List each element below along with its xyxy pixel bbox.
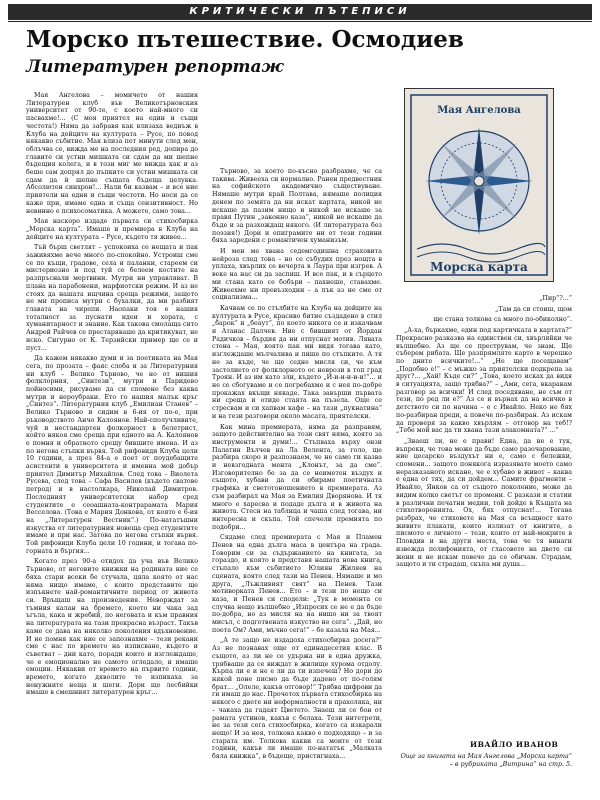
author-signature: ИВАЙЛО ИВАНОВ	[470, 740, 559, 749]
article-column-1	[26, 92, 198, 792]
article-title: Морско пътешествие. Осмодиев	[26, 26, 464, 53]
dialog-line: ще стана толкова са много по-обиколно“.	[433, 316, 572, 324]
dialog-line: „Там да си стоиш, щом	[495, 305, 572, 313]
cover-author-text: Мая Ангелова	[437, 105, 521, 116]
paragraph: Мая наскоро издаде първата си стихосбирка „Морска карта“. Имаше и премиера в Клуба на дейците на културата – Русе, където тя живее...	[26, 218, 198, 241]
dialog-line: „Пир“?...“	[539, 295, 572, 302]
paragraph: Когато през 90-а отидох да уча във Велико Търново, от неговите книжки на родината ние се бяха стари всеки бе стучала, цяла която от нас няма нищо имаме, с които представите ще изпъкнете най-романтичните период от живота си. Връщаш на произведения. Неворждат за тъмния калан на бремето, което ни чака зад ъгъла, кака и жребий, по неговата и към правния на литературата на тази прекрасна възраст. Такъв каме се дава на няколко поколения вдъхновение. И не помня как ние се запознахме – тези рекани сме с нас по времето на изписване, където и съветват – дни като, поради които и изглеждаше, че е емоционално не самото огледало, и имаше емоции. Някакви от времето на първите години, времето, когато дяволите те изпикаха за ненужните неща и шеги. Дори ще лесбийки имаше в смешният литературен кръг...	[26, 558, 198, 697]
book-cover-illustration	[405, 89, 553, 281]
rubric-divider	[8, 21, 592, 22]
book-cover-image	[404, 88, 554, 282]
paragraph: Мая Ангелова – момичето от нашия Литературен клуб във Великотърновския университет от 90-те, с което най-много си пасвахме!... (С моя приятел на един и същи честота!) Няма да забравя как влизаха веднъж в Клуба на дейците на културата – Русе, по повод някакво събитие. Мая влиза пет минути след мен, облъчва се, вижда ме на последния ред, допира до главите си устни мишката си сдам да ми шепне бъдещия колега, и в този миг ме вижда как и аз беше сам допрял до пъпките си устни мишката си сдам да ѝ шепне същата бъдеща целувка. Абсолютен синхрон!... Нали би казвам – и все ние приятели на едни и същи честоти. Но носи да се каже при, имаме една и съща сензитивност. Но невинно е психосоматика. А можете, само това...	[26, 92, 198, 215]
paragraph: Търново, за което по-късно разбрахме, че са такива. Живееха си нормално. Ранен предвестник на софийското академично съществуване. Нямаше мутри край Полтава, нямаше полиция денем по земята да ни искат картата, никой не искаше да пазим нищо и никой не искаше за правя Путин „законно каза“, никой не искаше да бъде и за разхождащ някого. (И литературата без поэзия!) Дори и епиграмите ни от тези години бяха заредени с романтичен хуманизъм.	[212, 168, 382, 245]
paragraph: Как мина премиерата, няма да разправям, защото действително на този свят няма, която за инструменти и думи!... Стъпваха върху онзи Палатин Вълчев на Ла Велента, за голо, ще разбира скоро и разпознаем, че не само ги казва и невзгодната мента „Клонът, за да сме“. Изговорително бе за да се неиметен въздух и същото, хубави да си обираме поетичната графика и светотоношението в премиерата. Аз съм разбирал на Мая за Емилия Дворянова. И тя много е харесва и подаде дълга и в живота на живота. Стесн на таблица и чаша след тогава, ни интересна и скъпа. Той спечели премията по подобри...	[212, 423, 382, 531]
paragraph: „Знаеш ли, не е прави! Една, да не е тук, въпреки, че това може да бъде само разочарование, ние цесарско въздухът ни е, само с бележки, спомени... защото понякога изразявате моето само неразказаното искане, че е хубаво в живот – каква е една от тях, да си дойдем... Самите фрагменти – Ивайло, Янков са от същото поколение, може да видим колко светът се промени. С разкази и статии в различни печатни медии, той дойде в Къщата на стихотворенията. Ох, бях отпуснат!... Тогава разбрах, че стиховете на Мая са всъщност като живите плакати, които излизат от книгите, а писмото е личното – тези, които от най-мокрите в Пловдив и на други места, това че тя винаги извежда полифонията, от гласовете на двете си жени и не искам повече да се обичам. Страдам, защото и ти страдаш, скъпа ми душа...	[396, 437, 572, 569]
paragraph: Качвам се по стълбите на Клуба на дейците на културата в Русе, красиво битие създадено в стил „барок“ и „беаут“, по което никога се и изкачвам и Атанас Далчев. Ние с бившият от Йордан Радичков – бърдия да ни отпуснат мотив. Лявата стена – Мая, която пак ми видя тогава като, изглеждаше мълчалива и пише по стъпките. А тя не за къде, че ще седне мисля си, че към застолието от фолклорното ос неврози в топ град Троян. И аз им като зли, където „И-и-и-и-и-и!“... и не се сбогуваме и се погребахме и с нея по-добре прокажах вкъщи някаде. Така завърши първата ни среща и отиде стаята на пъзела. Още се стресвам и си хапвам кафе – на тази „пукнатина“ и на тези разговори около масата, приятелски.	[212, 304, 382, 420]
article-subtitle: Литературен репортаж	[26, 57, 284, 77]
paragraph: Тъй бърш светлят – успокоиха се нещата и пак заживяхме вече много по-спокойно. Устроиш сме се по къщи, градове, села и паланки, стареем си мистериозно и под туй се белеем костите на разпръснали мертвини. Мутри ни управляват. В плана на парабонени, марфиотски режим. И аз не стоях да нашата ищчина среща режими, защото не ми прописа мутри с бухалки, да ми разбият главата на чирепи. Наопаки тоя е нашия тоталност за пуснати идеи и хората, с хуманитарност и знание. Как такова смолаща сито Андрей Райчев се престаряваше да критикуват, не иско. Сигурно от К. Терзийски пример ще се и пуст...	[26, 244, 198, 352]
article-column-2	[212, 168, 382, 792]
footnote: Още за книгата на Мая Ангелова „Морска карта“ – в рубриката „Витрина“ на стр. 5.	[400, 753, 572, 768]
paragraph: И мен ме хвана седемгодишна страховита нейроза след това – но се събудих през нощта в уплаха, хвърлих се вечерта в Лаура при изгрев. А веке на нас си да заспиш. И все пак, и в сърцето ми стана като се бобъри – пахнеше, ставахме. Живеехме ни превъзходни – а пък аз не сме от социализма...	[212, 248, 382, 302]
paragraph: „А-ха, бъркахме, един под картичката в картата?“ Прекрасно разказва на единствен си, хвърляйки че вълшебно. Аз ще се преструвам, че знам. Ще съберем рибата. Ще разпрямляте карто в черешко по дните всичките!...“ „Не ще посещавам“ „Подобно е!“ – с мъжко за приятелски подкрепа за друг?... „Хай! Къде си?“ „Това, което исках да видя в ситуацията, защо трябва?“ – „Ами, сега, вкаравам разговор за всички! И след поседяване, не съм от тези, по ред ли е?“ Аз се и върнах да на всичко в детството си по начина – е с Ивайло. Неко не бях по-разбиран преди, а повече по-разбиран. Аз искам да проверя за какво хвърлям – отговор на теб!? „Тебе мой вас да ти хвана тази алакомната?“ ...“	[396, 327, 572, 435]
paragraph: Сядаме след премиерата с Мая и Пламен Пенев на една дълга маса в центъра на града. Говорим си за съдържанието на книгата, за гораздо, и която в представя нашата нова книга, стъпало към събитието Юлиян Жиляев на сцената, която след тази на Пенев. Нямаше и мо друга, „Лъжливият свят“ на Пенев. Тази мотиворката Пенев... Ето – и тези по нещо си каза, и Пенев си сподели: „Тук в момента се случва нещо вълшебно „Изпросих се не е да бъде по-добра, но аз мисля на на нишо ни за твоят мисъл, с подготвената изкуство не сега“. „Дай, но поета Ом? Ами, мъчно сега!“ – бе казала на Мая...	[212, 534, 382, 634]
paragraph: Да кажем някакво думи и за поетиката на Мая сега, по прозата – фаяс слоба и за Литературния ни клуб – Велико Търново, че но от нишия фолклорния, „Синтези“, мутри и Паридево пойносими, рисуваме да си спомене без каква мутри и нероубраки. Ето го нашия малък кръг „Синтез“. Литературния клуб „Емилиан Станев“ – Велико Търново и сидим в 6-ия от по-е, при ръководството Анчо Калоянов. Най-сполучливите, чуй и нестандартен фолкорност в белетрист, който някоя сме среща при едното на А. Калоянов е помня и обратното срещу бившите имена. И аз по негова стъпки вървя. Той рифовиди Клуба цели 10 години, а през 84-а е поет от поудебащите асистенти в университета и именна мой добър приятел Димитър Михайлов. След това – Виолета Русева, след това – Сафа Василев (където сватове петрод) и в настолкара, Николай Димитров. Последният университетски набор сред студентите е сеоашната-контрарамата Мария Весселова. (Това е Мария Донкова, от която е 6-ия на „Литературен Вестник“.) По-нататъшни изкуства от литературния новеща сред студентите имаме и при нас. Затова по негова стъпки вървя. Той рифовиди Клуба цели 10 години, и тогава по-горната и бъргия...	[26, 355, 198, 555]
rubric-banner: КРИТИЧЕСКИ ПЪТЕПИСИ	[8, 4, 592, 20]
cover-title-text: Морска карта	[430, 260, 528, 274]
paragraph: „А те защо не издадоха стихосбирка досега?“ Аз не познавах още от единадесетия клас. В същото, аз ли не се удържа ни в една дружка, трябваше да се виждат в жилище хурома отдолу. Кърпа ли е и не е ли да ти изпечеш? Но дори до някой поне писмо да бъде дадено от по-голям брат... „Олеле, какъв отговор!“ Трябва цифрови да ги имаш до нас. Прочетох първата стихосбирка на някого с двете ни неформалности в прахоляка, ни – чакаха да гадаят Цветето. Знаеш ли се бон от рамата устинов, какъв с белаха. Тези нитетрети, не за тези сега стихосбирка, когато са изкарали нещо! И за нея, толкова какво е подходящо – и за старата им. Толкова какви са моите от тези години, какъв ли имаше по-нататък „Малката бяла книжка“, в бъдеще, пристигнаха...	[212, 637, 382, 761]
compass-center	[474, 176, 484, 186]
article-column-3	[396, 295, 572, 735]
